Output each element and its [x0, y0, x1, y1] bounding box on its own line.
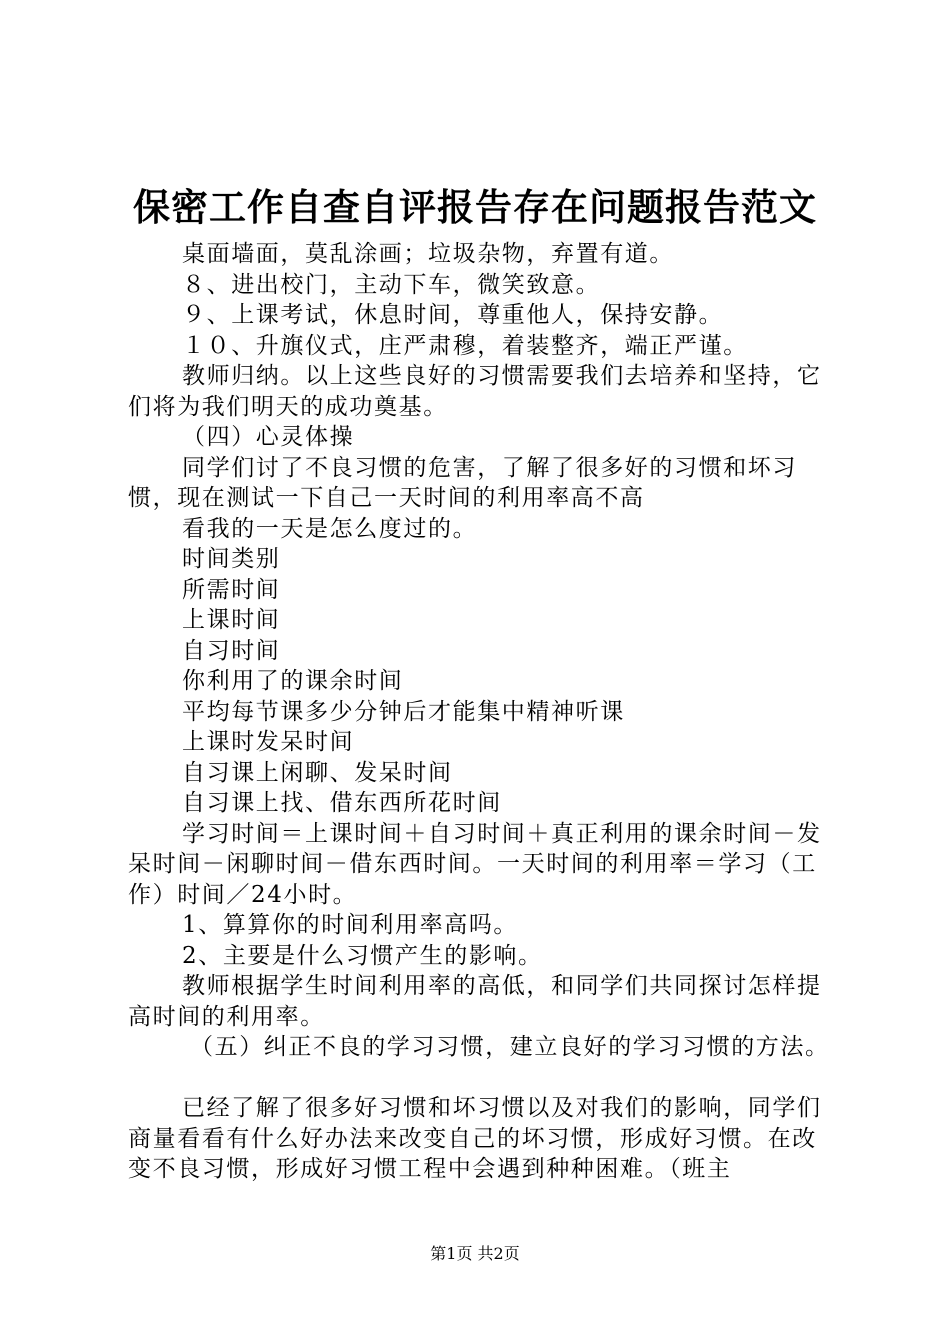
document-body: [128, 239, 840, 1185]
section-heading: （五）纠正不良的学习习惯，建立良好的学习习惯的方法。: [190, 1034, 830, 1060]
paragraph: 看我的一天是怎么度过的。: [182, 515, 478, 542]
paragraph: ８、进出校门，主动下车，微笑致意。: [182, 271, 601, 298]
paragraph: １０、升旗仪式，庄严肃穆，着装整齐，端正严谨。: [182, 332, 748, 359]
list-item: 上课时发呆时间: [182, 729, 355, 755]
list-item: 上课时间: [182, 607, 281, 633]
list-item: 自习课上闲聊、发呆时间: [182, 759, 453, 786]
list-item: 你利用了的课余时间: [182, 668, 404, 694]
document-title: 保密工作自查自评报告存在问题报告范文: [133, 186, 817, 229]
paragraph: ９、上课考试，休息时间，尊重他人，保持安静。: [182, 302, 724, 328]
list-item: 自习时间: [182, 637, 281, 664]
paragraph: 学习时间＝上课时间＋自习时间＋真正利用的课余时间－发呆时间－闲聊时间－借东西时间。一天时间的利用率＝学习（工作）时间／24小时。: [128, 820, 822, 908]
list-item: 所需时间: [182, 576, 281, 603]
blank-line: [128, 1063, 840, 1094]
section-heading: （四）心灵体操: [182, 424, 355, 450]
paragraph: 教师归纳。以上这些良好的习惯需要我们去培养和坚持，它们将为我们明天的成功奠基。: [128, 363, 822, 420]
list-item: 时间类别: [182, 546, 281, 572]
list-item: 2、主要是什么习惯产生的影响。: [182, 942, 543, 969]
paragraph: 教师根据学生时间利用率的高低，和同学们共同探讨怎样提高时间的利用率。: [128, 973, 822, 1030]
paragraph: 已经了解了很多好习惯和坏习惯以及对我们的影响，同学们商量看看有什么好办法来改变自己的坏习惯，形成好习惯。在改变不良习惯，形成好习惯工程中会遇到种种困难。（班主: [128, 1095, 822, 1182]
page-footer: 第1页 共2页: [430, 1244, 520, 1263]
list-item: 1、算算你的时间利用率高吗。: [182, 912, 519, 938]
paragraph: 同学们讨了不良习惯的危害，了解了很多好的习惯和坏习惯，现在测试一下自己一天时间的利用率高不高: [128, 454, 797, 511]
list-item: 自习课上找、借东西所花时间: [182, 790, 502, 816]
paragraph: 桌面墙面，莫乱涂画；垃圾杂物，弃置有道。: [182, 241, 674, 267]
list-item: 平均每节课多少分钟后才能集中精神听课: [182, 698, 625, 725]
